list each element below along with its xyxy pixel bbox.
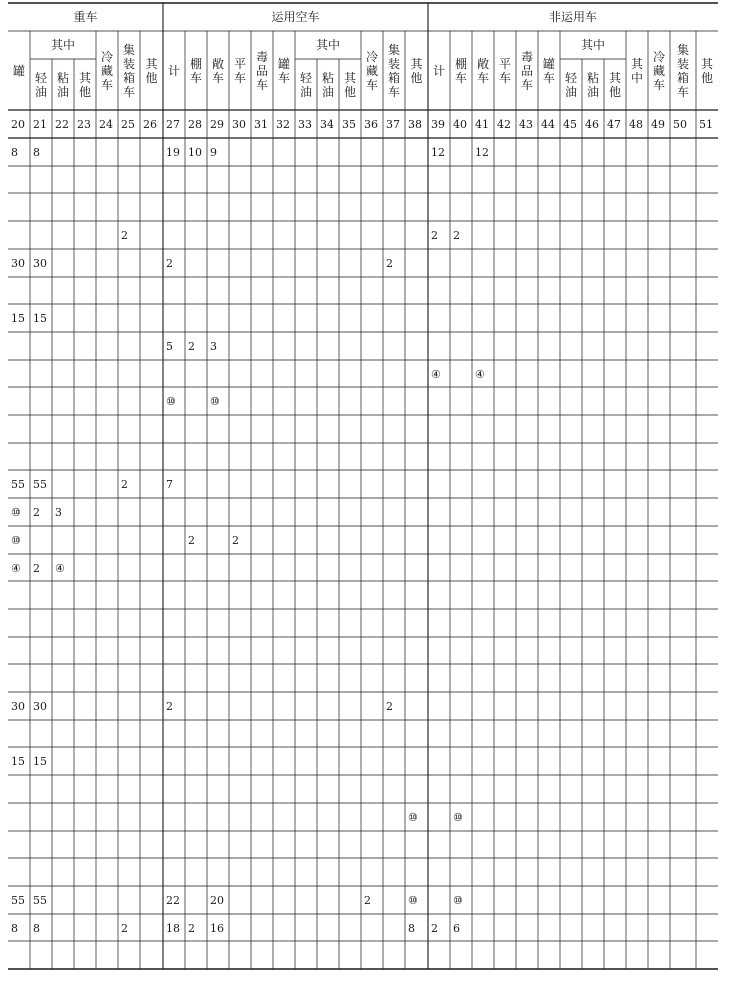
col-number: 51 bbox=[699, 118, 713, 131]
col-header-37: 集 装 箱 车 bbox=[387, 42, 400, 99]
col-header-23: 其 他 bbox=[78, 70, 91, 99]
col-header-40: 棚 车 bbox=[454, 56, 467, 85]
col-header-34: 粘 油 bbox=[321, 70, 334, 99]
table-cell: 2 bbox=[188, 340, 195, 353]
col-number: 33 bbox=[298, 118, 312, 131]
table-cell: 2 bbox=[121, 922, 128, 935]
col-header-36: 冷 藏 车 bbox=[365, 49, 378, 92]
table-cell: 55 bbox=[11, 894, 25, 907]
col-number: 40 bbox=[453, 118, 467, 131]
table-cell: 2 bbox=[364, 894, 371, 907]
col-header-41: 敞 车 bbox=[476, 56, 489, 85]
table-cell: 2 bbox=[121, 478, 128, 491]
col-number: 42 bbox=[497, 118, 511, 131]
col-header-39: 计 bbox=[432, 63, 445, 78]
col-header-45: 轻 油 bbox=[564, 70, 577, 99]
table-cell: 7 bbox=[166, 478, 173, 491]
table-cell: 19 bbox=[166, 146, 180, 159]
table-cell: 16 bbox=[210, 922, 224, 935]
table-cell: 10 bbox=[188, 146, 202, 159]
table-cell: 2 bbox=[386, 700, 393, 713]
col-number: 20 bbox=[11, 118, 25, 131]
table-cell: 30 bbox=[11, 700, 25, 713]
col-number: 25 bbox=[121, 118, 135, 131]
table-cell: 2 bbox=[431, 229, 438, 242]
table-cell: 9 bbox=[210, 146, 217, 159]
col-header-32: 罐 车 bbox=[277, 56, 290, 85]
col-header-28: 棚 车 bbox=[189, 56, 202, 85]
col-header-26: 其 他 bbox=[145, 56, 158, 85]
subgroup-header-2: 其中 bbox=[315, 38, 340, 52]
table-cell: 6 bbox=[453, 922, 460, 935]
group-header-loaded: 重车 bbox=[73, 10, 98, 24]
table-cell: 2 bbox=[166, 257, 173, 270]
table-cell: ⑩ bbox=[453, 894, 463, 907]
col-number: 46 bbox=[585, 118, 599, 131]
col-number: 32 bbox=[276, 118, 290, 131]
table-cell: 12 bbox=[475, 146, 489, 159]
table-cell: 3 bbox=[210, 340, 217, 353]
col-number: 39 bbox=[431, 118, 445, 131]
table-cell: 2 bbox=[431, 922, 438, 935]
col-number: 38 bbox=[408, 118, 422, 131]
table-cell: 15 bbox=[11, 755, 25, 768]
table-cell: 2 bbox=[188, 534, 195, 547]
table-cell: 8 bbox=[33, 146, 40, 159]
col-header-46: 粘 油 bbox=[586, 70, 599, 99]
table-cell: ④ bbox=[475, 368, 485, 381]
col-number: 23 bbox=[77, 118, 91, 131]
col-header-38: 其 他 bbox=[410, 56, 423, 85]
col-number: 35 bbox=[342, 118, 356, 131]
table-cell: 2 bbox=[232, 534, 239, 547]
table-cell: 30 bbox=[11, 257, 25, 270]
col-header-50: 集 装 箱 车 bbox=[676, 42, 689, 99]
table-cell: 8 bbox=[11, 922, 18, 935]
table-cell: 12 bbox=[431, 146, 445, 159]
table-cell: 20 bbox=[210, 894, 224, 907]
col-header-24: 冷 藏 车 bbox=[100, 49, 113, 92]
col-number: 47 bbox=[607, 118, 621, 131]
table-cell: ④ bbox=[55, 562, 65, 575]
col-number: 27 bbox=[166, 118, 180, 131]
table-cell: 8 bbox=[408, 922, 415, 935]
col-header-25: 集 装 箱 车 bbox=[122, 42, 135, 99]
table-cell: 22 bbox=[166, 894, 180, 907]
col-number: 22 bbox=[55, 118, 69, 131]
col-number: 31 bbox=[254, 118, 268, 131]
table-cell: 2 bbox=[33, 506, 40, 519]
table-cell: 30 bbox=[33, 257, 47, 270]
group-header-empty-in-use: 运用空车 bbox=[271, 10, 320, 24]
col-number: 43 bbox=[519, 118, 533, 131]
col-number: 50 bbox=[673, 118, 687, 131]
table-cell: 2 bbox=[188, 922, 195, 935]
col-header-29: 敞 车 bbox=[211, 56, 224, 85]
group-header-not-in-use: 非运用车 bbox=[548, 10, 597, 24]
table-cell: 8 bbox=[11, 146, 18, 159]
col-number: 36 bbox=[364, 118, 378, 131]
col-header-43: 毒 品 车 bbox=[520, 49, 533, 92]
col-number: 26 bbox=[143, 118, 157, 131]
table-cell: ⑩ bbox=[11, 534, 21, 547]
table-cell: 2 bbox=[33, 562, 40, 575]
col-number: 24 bbox=[99, 118, 113, 131]
subgroup-header-3: 其中 bbox=[580, 38, 605, 52]
col-header-27: 计 bbox=[167, 63, 180, 78]
table-cell: 2 bbox=[121, 229, 128, 242]
col-number: 49 bbox=[651, 118, 665, 131]
table-cell: 15 bbox=[33, 755, 47, 768]
col-header-49: 冷 藏 车 bbox=[652, 49, 665, 92]
col-number: 29 bbox=[210, 118, 224, 131]
col-number: 34 bbox=[320, 118, 334, 131]
col-number: 45 bbox=[563, 118, 577, 131]
col-header-20: 罐 bbox=[12, 63, 25, 78]
col-header-33: 轻 油 bbox=[299, 70, 312, 99]
table-cell: 30 bbox=[33, 700, 47, 713]
table-cell: ④ bbox=[431, 368, 441, 381]
table-cell: 3 bbox=[55, 506, 62, 519]
table-cell: 2 bbox=[166, 700, 173, 713]
subgroup-header-1: 其中 bbox=[50, 38, 75, 52]
col-number: 41 bbox=[475, 118, 489, 131]
table-cell: 2 bbox=[386, 257, 393, 270]
col-header-30: 平 车 bbox=[233, 56, 246, 85]
table-cell: ⑩ bbox=[453, 811, 463, 824]
col-number: 37 bbox=[386, 118, 400, 131]
table-cell: ⑩ bbox=[11, 506, 21, 519]
col-header-44: 罐 车 bbox=[542, 56, 555, 85]
table-cell: ⑩ bbox=[408, 811, 418, 824]
col-number: 44 bbox=[541, 118, 555, 131]
table-cell: 18 bbox=[166, 922, 180, 935]
table-cell: 15 bbox=[33, 312, 47, 325]
col-number: 48 bbox=[629, 118, 643, 131]
table-cell: 2 bbox=[453, 229, 460, 242]
table-cell: ⑩ bbox=[166, 395, 176, 408]
col-header-42: 平 车 bbox=[498, 56, 511, 85]
col-header-48: 其 中 bbox=[630, 56, 643, 85]
table-cell: ⑩ bbox=[408, 894, 418, 907]
col-header-51: 其 他 bbox=[700, 56, 713, 85]
table-cell: 5 bbox=[166, 340, 173, 353]
table-cell: ⑩ bbox=[210, 395, 220, 408]
table-cell: 55 bbox=[33, 894, 47, 907]
col-header-47: 其 他 bbox=[608, 70, 621, 99]
col-number: 30 bbox=[232, 118, 246, 131]
col-header-22: 粘 油 bbox=[56, 70, 69, 99]
table-cell: 55 bbox=[33, 478, 47, 491]
table-cell: 55 bbox=[11, 478, 25, 491]
table-cell: ④ bbox=[11, 562, 21, 575]
table-cell: 15 bbox=[11, 312, 25, 325]
col-header-35: 其 他 bbox=[343, 70, 356, 99]
col-number: 28 bbox=[188, 118, 202, 131]
col-header-31: 毒 品 车 bbox=[255, 49, 268, 92]
col-header-21: 轻 油 bbox=[34, 70, 47, 99]
table-cell: 8 bbox=[33, 922, 40, 935]
col-number: 21 bbox=[33, 118, 47, 131]
